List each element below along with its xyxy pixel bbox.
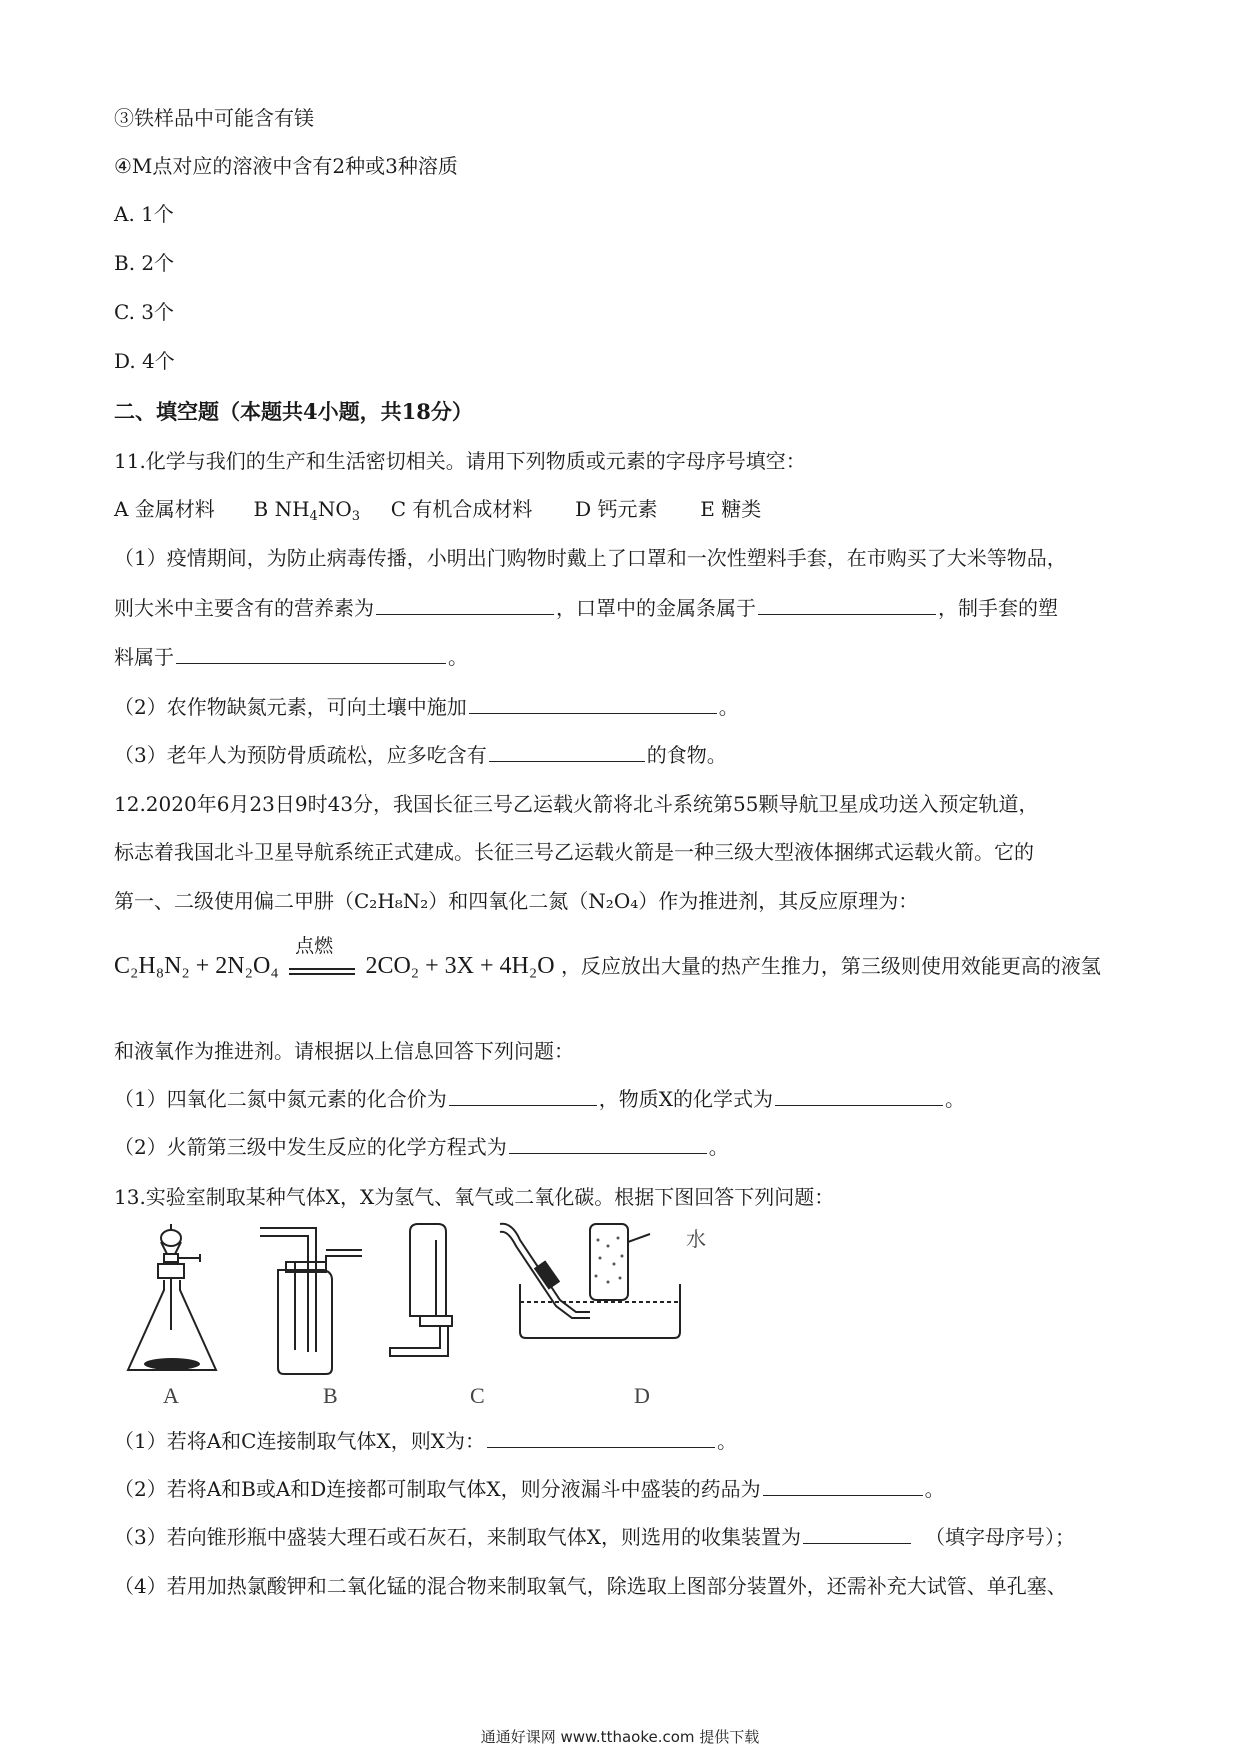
q11-part1-line3: 料属于 。: [114, 645, 468, 669]
option-d: D. 4个: [114, 349, 175, 373]
q11-option-c: C 有机合成材料: [390, 497, 533, 521]
page-footer: 通通好课网 www.tthaoke.com 提供下载: [480, 1728, 760, 1746]
q11-option-a: A 金属材料: [114, 497, 215, 521]
answer-blank[interactable]: [803, 1523, 911, 1544]
equation-products: 2CO₂ + 3X + 4H₂O: [365, 953, 555, 979]
q11-part2: （2）农作物缺氮元素，可向土壤中施加 。: [114, 695, 739, 719]
apparatus-figure: [120, 1220, 740, 1380]
water-label: 水: [686, 1227, 706, 1251]
apparatus-label: B: [323, 1383, 338, 1408]
equation-tail: ，反应放出大量的热产生推力，第三级则使用效能更高的液氢: [560, 954, 1101, 978]
q13-part3: （3）若向锥形瓶中盛装大理石或石灰石，来制取气体X，则选用的收集装置为 （填字母序号）；: [114, 1525, 1075, 1549]
answer-blank[interactable]: [449, 1085, 597, 1106]
option-b: B. 2个: [114, 251, 175, 275]
answer-blank[interactable]: [487, 1427, 715, 1448]
answer-blank[interactable]: [775, 1085, 943, 1106]
apparatus-c-icon: [390, 1224, 452, 1356]
q13-part1: （1）若将A和C连接制取气体X，则X为： 。: [114, 1429, 737, 1453]
answer-blank[interactable]: [376, 594, 554, 615]
q12-part2: （2）火箭第三级中发生反应的化学方程式为 。: [114, 1135, 729, 1159]
q12-equation-line: [114, 934, 1101, 982]
q11-option-d: D 钙元素: [575, 497, 658, 521]
answer-blank[interactable]: [469, 693, 717, 714]
statement-3: ③铁样品中可能含有镁: [114, 106, 314, 130]
apparatus-d-icon: [500, 1224, 680, 1338]
answer-blank[interactable]: [763, 1475, 923, 1496]
reaction-condition: 点燃: [295, 934, 334, 957]
q13-stem: 13.实验室制取某种气体X，X为氢气、氧气或二氧化碳。根据下图回答下列问题：: [114, 1185, 835, 1209]
answer-blank[interactable]: [489, 741, 645, 762]
q11-part1-line2: 则大米中主要含有的营养素为 ，口罩中的金属条属于 ，制手套的塑: [114, 596, 1058, 620]
q11-options: [114, 495, 761, 523]
equation-reactants: C₂H₈N₂ + 2N₂O₄: [114, 953, 279, 979]
statement-4: ④M点对应的溶液中含有2种或3种溶质: [114, 154, 458, 178]
apparatus-label: A: [163, 1383, 179, 1408]
q11-part3: （3）老年人为预防骨质疏松，应多吃含有 的食物。: [114, 743, 727, 767]
apparatus-a-icon: [128, 1224, 216, 1370]
q13-part2: （2）若将A和B或A和D连接都可制取气体X，则分液漏斗中盛装的药品为 。: [114, 1477, 945, 1501]
q13-part4: （4）若用加热氯酸钾和二氧化锰的混合物来制取氧气，除选取上图部分装置外，还需补充大试管、单孔塞、: [114, 1574, 1067, 1598]
q11-stem: 11.化学与我们的生产和生活密切相关。请用下列物质或元素的字母序号填空：: [114, 449, 806, 473]
apparatus-label: C: [470, 1383, 485, 1408]
q11-part1-line1: （1）疫情期间，为防止病毒传播，小明出门购物时戴上了口罩和一次性塑料手套，在市购买了大米等物品，: [114, 546, 1067, 570]
q12-part1: （1）四氧化二氮中氮元素的化合价为 ，物质X的化学式为 。: [114, 1087, 965, 1111]
option-a: A. 1个: [114, 202, 174, 226]
answer-blank[interactable]: [758, 594, 936, 615]
apparatus-label: D: [634, 1383, 650, 1408]
option-c: C. 3个: [114, 300, 175, 324]
answer-blank[interactable]: [176, 643, 446, 664]
q12-line1: 12.2020年6月23日9时43分，我国长征三号乙运载火箭将北斗系统第55颗导航卫星成功送入预定轨道，: [114, 792, 1039, 816]
q12-line2: 标志着我国北斗卫星导航系统正式建成。长征三号乙运载火箭是一种三级大型液体捆绑式运载火箭。它的: [114, 840, 1034, 864]
section-heading: 二、填空题（本题共4小题，共18分）: [114, 399, 473, 424]
answer-blank[interactable]: [509, 1133, 707, 1154]
apparatus-b-icon: [260, 1228, 362, 1374]
q12-line5: 和液氧作为推进剂。请根据以上信息回答下列问题：: [114, 1039, 574, 1063]
q11-option-e: E 糖类: [700, 497, 762, 521]
q12-line3: 第一、二级使用偏二甲肼（C₂H₈N₂）和四氧化二氮（N₂O₄）作为推进剂，其反应原理为：: [114, 889, 919, 913]
reaction-arrow: [289, 934, 355, 982]
q11-option-b: B $NH_4NO_3$: [253, 497, 360, 524]
